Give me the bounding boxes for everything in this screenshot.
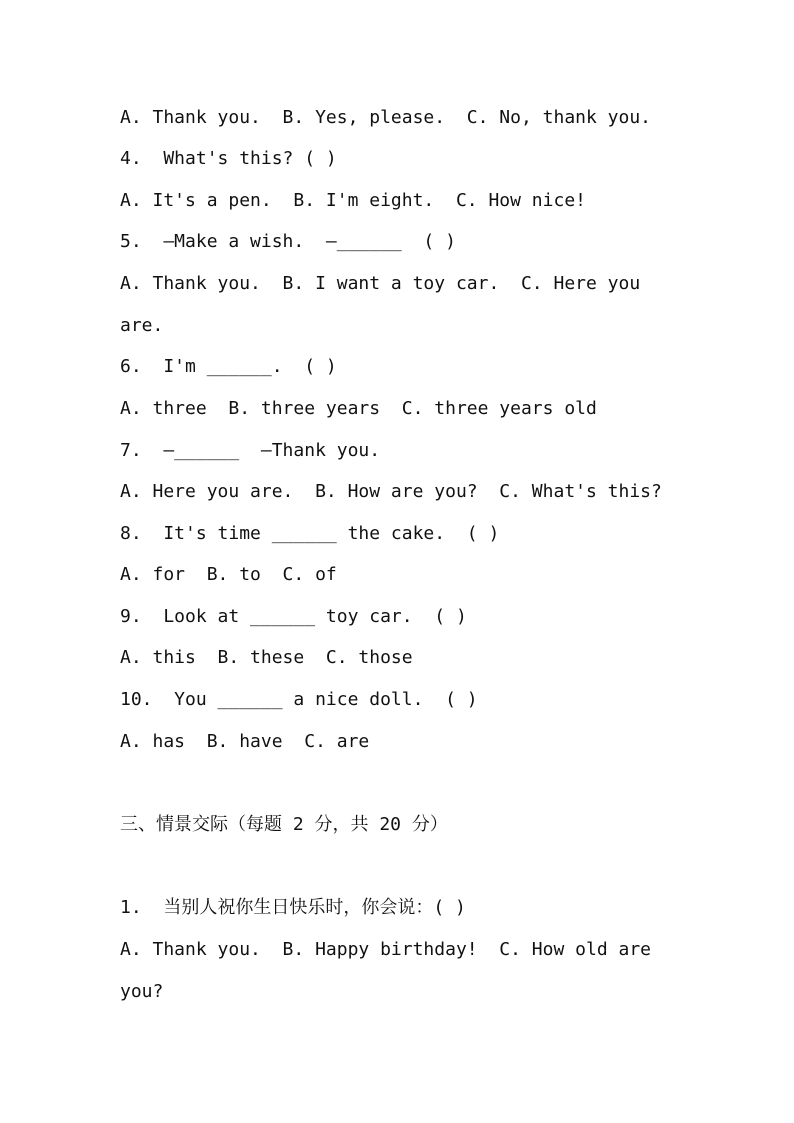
q10-options: A. has B. have C. are xyxy=(120,731,370,752)
q9-options: A. this B. these C. those xyxy=(120,647,413,668)
question-10: 10. You ______ a nice doll. ( ) xyxy=(120,689,478,710)
question-7: 7. —______ —Thank you. xyxy=(120,440,381,461)
question-6: 6. I'm ______. ( ) xyxy=(120,356,337,377)
section3-question-1: 1. 当别人祝你生日快乐时，你会说：( ) xyxy=(120,897,466,918)
q8-options: A. for B. to C. of xyxy=(120,564,337,585)
q5-options-continued: are. xyxy=(120,315,164,336)
q7-options: A. Here you are. B. How are you? C. What's this? xyxy=(120,481,662,502)
q4-options: A. It's a pen. B. I'm eight. C. How nice! xyxy=(120,190,586,211)
section-heading: 三、情景交际（每题 2 分，共 20 分） xyxy=(120,814,448,835)
q5-options: A. Thank you. B. I want a toy car. C. Here you xyxy=(120,273,641,294)
question-9: 9. Look at ______ toy car. ( ) xyxy=(120,606,467,627)
section3-q1-options: A. Thank you. B. Happy birthday! C. How old are xyxy=(120,939,652,960)
question-5: 5. —Make a wish. —______ ( ) xyxy=(120,231,456,252)
section3-q1-options-continued: you? xyxy=(120,981,164,1002)
q6-options: A. three B. three years C. three years old xyxy=(120,398,597,419)
question-8: 8. It's time ______ the cake. ( ) xyxy=(120,523,500,544)
q3-options: A. Thank you. B. Yes, please. C. No, thank you. xyxy=(120,107,652,128)
question-4: 4. What's this? ( ) xyxy=(120,148,337,169)
